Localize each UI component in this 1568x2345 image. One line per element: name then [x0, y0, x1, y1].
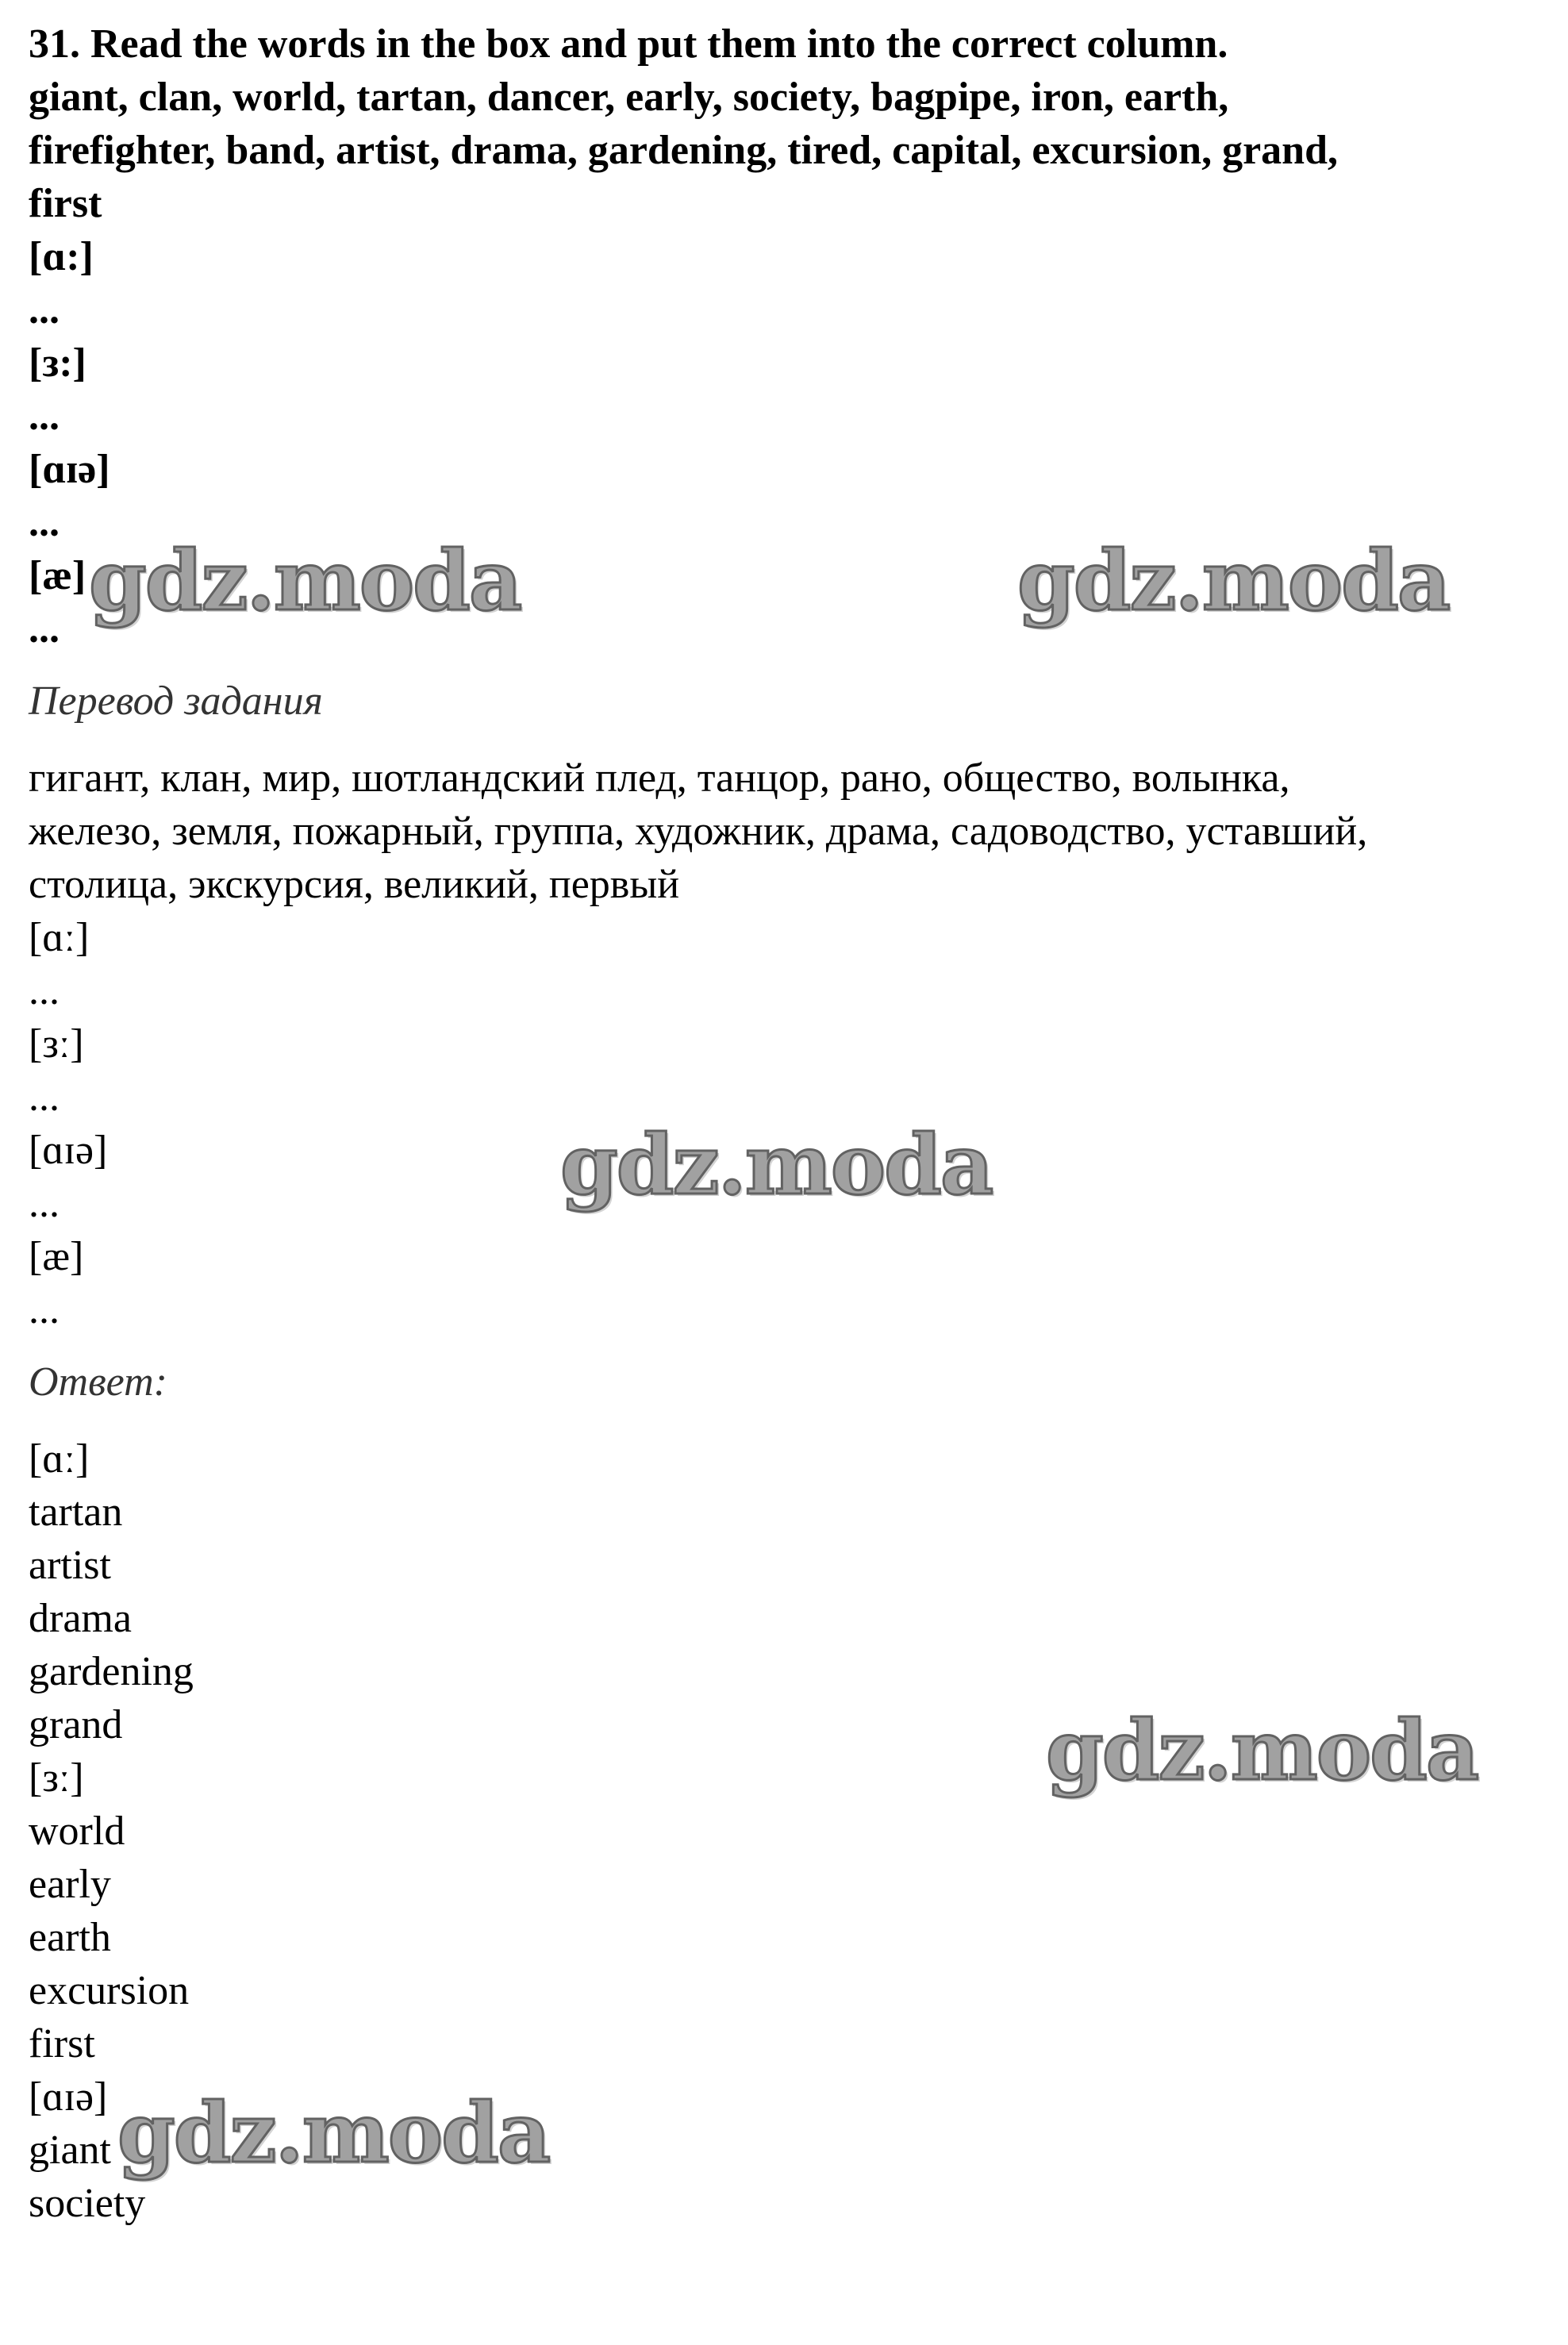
answer-group-header: [ɑɪə] [29, 2074, 108, 2120]
translation-column-header: [æ] [29, 1234, 84, 1279]
task-column-placeholder: ... [29, 394, 60, 439]
answer-heading: Ответ: [29, 1359, 167, 1405]
answer-group-header: [ɑː] [29, 1436, 90, 1482]
translation-block [29, 675, 1544, 1336]
task-column-header: [з:] [29, 340, 86, 386]
watermark-logo: gdz.moda [117, 2084, 550, 2182]
answer-word: artist [29, 1543, 111, 1588]
answer-word: excursion [29, 1968, 190, 2013]
task-column-placeholder: ... [29, 500, 60, 545]
task-word-list [29, 71, 1544, 230]
answer-word: gardening [29, 1649, 194, 1694]
answer-word: grand [29, 1702, 123, 1747]
answer-word: earth [29, 1915, 111, 1960]
task-word-line: giant, clan, world, tartan, dancer, early, society, bagpipe, iron, earth, [29, 75, 1229, 120]
answer-group-header: [зː] [29, 1755, 84, 1801]
task-column-placeholder: ... [29, 606, 60, 652]
watermark-logo: gdz.moda [89, 532, 521, 629]
answer-word: first [29, 2021, 95, 2066]
translation-column-placeholder: ... [29, 968, 60, 1013]
task-word-line: firefighter, band, artist, drama, gardening, tired, capital, excursion, grand, [29, 128, 1339, 173]
watermark-logo: gdz.moda [1017, 532, 1450, 629]
translation-column-placeholder: ... [29, 1074, 60, 1120]
translation-heading: Перевод задания [29, 679, 323, 724]
translation-column-header: [ɑɪə] [29, 1128, 108, 1173]
task-title: 31. Read the words in the box and put them into the correct column. [29, 21, 1228, 67]
watermark-logo: gdz.moda [560, 1116, 993, 1213]
answer-word: giant [29, 2128, 111, 2173]
task-word-line: first [29, 181, 102, 226]
task-column-header: [ɑ:] [29, 234, 94, 279]
translation-word-line: железо, земля, пожарный, группа, художник, драма, садоводство, уставший, [29, 809, 1368, 854]
watermark-logo: gdz.moda [1046, 1701, 1478, 1799]
translation-column-header: [ɑː] [29, 915, 90, 960]
translation-word-line: столица, экскурсия, великий, первый [29, 862, 680, 907]
translation-word-line: гигант, клан, мир, шотландский плед, танцор, рано, общество, волынка, [29, 755, 1290, 801]
task-column-placeholder: ... [29, 287, 60, 333]
answer-word: drama [29, 1596, 132, 1641]
answer-word: early [29, 1862, 111, 1907]
translation-column-placeholder: ... [29, 1181, 60, 1226]
answer-word: world [29, 1809, 125, 1854]
answer-word: tartan [29, 1490, 123, 1535]
translation-column-placeholder: ... [29, 1287, 60, 1332]
answer-word: society [29, 2181, 146, 2226]
task-column-header: [æ] [29, 553, 86, 598]
translation-column-header: [зː] [29, 1021, 84, 1067]
task-column-header: [ɑɪə] [29, 447, 110, 492]
